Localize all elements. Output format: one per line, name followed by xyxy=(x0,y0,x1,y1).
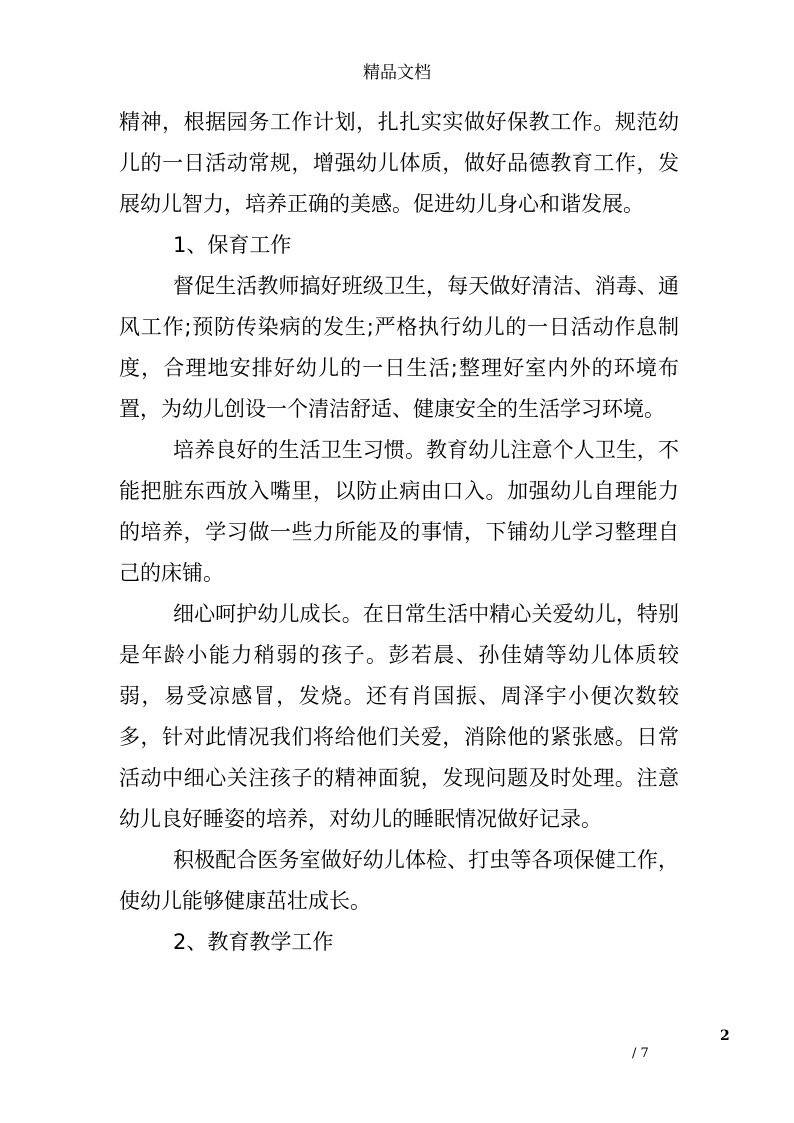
section-heading-childcare: 1、保育工作 xyxy=(173,233,292,257)
paragraph-continuation: 精神，根据园务工作计划，扎扎实实做好保教工作。规范幼儿的一日活动常规，增强幼儿体质，做好品德教育工作，发展幼儿智力，培养正确的美感。促进幼儿身心和谐发展。 xyxy=(119,110,679,216)
section-heading-education: 2、教育教学工作 xyxy=(173,930,334,954)
paragraph-health-checkup: 积极配合医务室做好幼儿体检、打虫等各项保健工作，使幼儿能够健康茁壮成长。 xyxy=(119,848,679,913)
paragraph-hygiene-habits: 培养良好的生活卫生习惯。教育幼儿注意个人卫生，不能把脏东西放入嘴里，以防止病由口入。加强幼儿自理能力的培养，学习做一些力所能及的事情，下铺幼儿学习整理自己的床铺。 xyxy=(119,438,679,585)
paragraph-hygiene-supervision: 督促生活教师搞好班级卫生，每天做好清洁、消毒、通风工作;预防传染病的发生;严格执行幼儿的一日活动作息制度，合理地安排好幼儿的一日生活;整理好室内外的环境布置，为幼儿创设一个清洁舒适、健康安全的生活学习环境。 xyxy=(119,274,679,421)
page-total: / 7 xyxy=(632,1046,649,1061)
paragraph-careful-care: 细心呵护幼儿成长。在日常生活中精心关爱幼儿，特别是年龄小能力稍弱的孩子。彭若晨、孙佳婧等幼儿体质较弱，易受凉感冒，发烧。还有肖国振、周泽宇小便次数较多，针对此情况我们将给他们关爱，消除他的紧张感。日常活动中细心关注孩子的精神面貌，发现问题及时处理。注意幼儿良好睡姿的培养，对幼儿的睡眠情况做好记录。 xyxy=(119,602,679,831)
page-number: 2 xyxy=(720,1028,730,1044)
page-header-title: 精品文档 xyxy=(363,63,431,83)
document-body xyxy=(119,102,679,963)
